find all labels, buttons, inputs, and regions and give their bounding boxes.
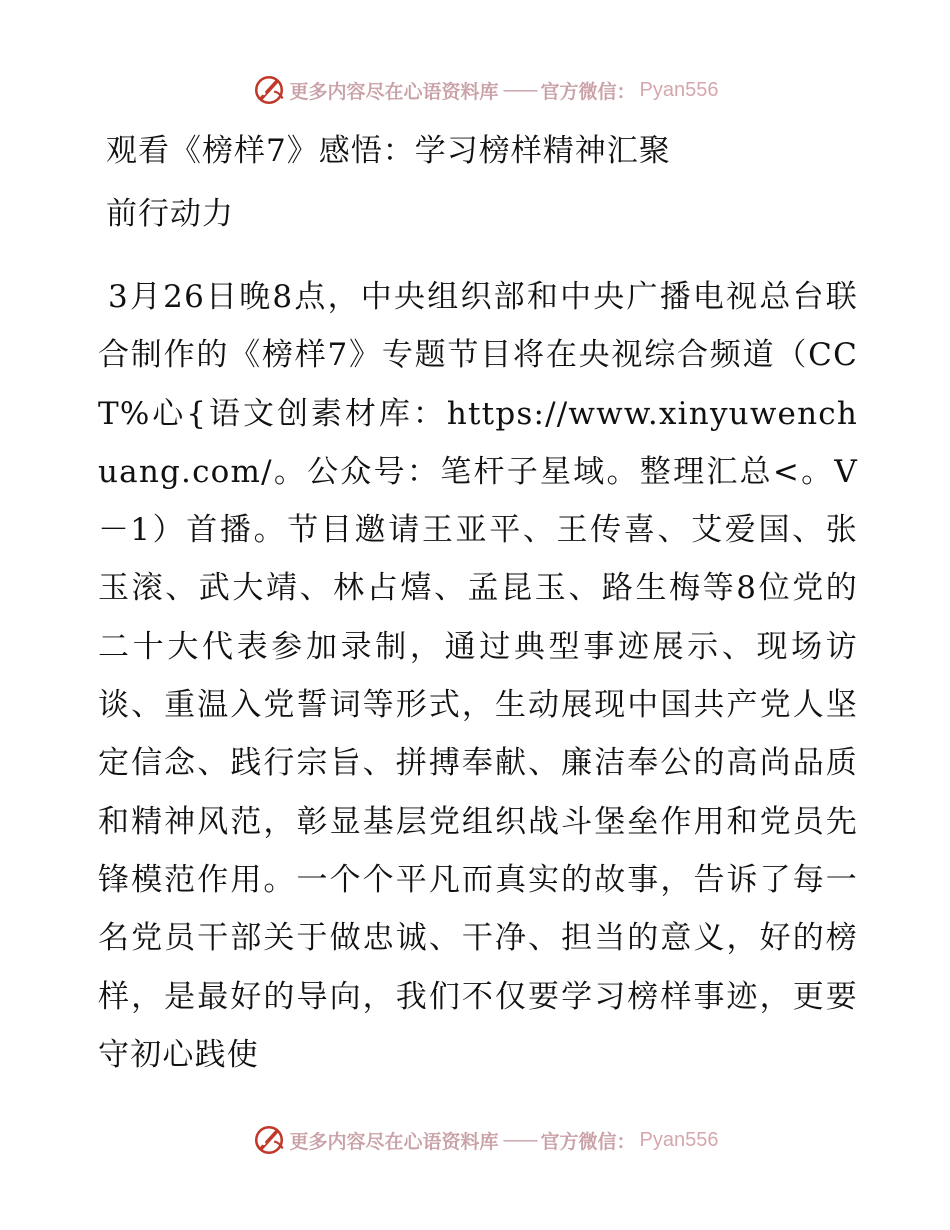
banner-wechat-id: Pyan556	[639, 1128, 719, 1151]
banner-dash: ——	[502, 79, 537, 101]
banner-wechat-label: 官方微信：	[540, 80, 636, 103]
banner-dash: ——	[502, 1129, 537, 1151]
quill-logo-icon	[252, 1123, 286, 1157]
title-line-1: 观看《榜样7》感悟：学习榜样精神汇聚	[106, 133, 671, 169]
footer-banner-content	[252, 1123, 719, 1157]
quill-logo-icon	[252, 73, 286, 107]
header-banner-content	[252, 73, 719, 107]
document-title	[106, 120, 866, 246]
body-paragraph: 3月26日晚8点，中央组织部和中央广播电视总台联合制作的《榜样7》专题节目将在央视综合频道（CCT%心{语文创素材库：https://www.xinyuwenchuang.com/。公众号：笔杆子星域。整理汇总<。V－1）首播。节目邀请王亚平、王传喜、艾爱国、张玉滚、武大靖、林占熺、孟昆玉、路生梅等8位党的二十大代表参加录制，通过典型事迹展示、现场访谈、重温入党誓词等形式，生动展现中国共产党人坚定信念、践行宗旨、拼搏奉献、廉洁奉公的高尚品质和精神风范，彰显基层党组织战斗堡垒作用和党员先锋模范作用。一个个平凡而真实的故事，告诉了每一名党员干部关于做忠诚、干净、担当的意义，好的榜样，是最好的导向，我们不仅要学习榜样事迹，更要守初心践使	[98, 279, 858, 1073]
footer-banner	[0, 1120, 950, 1160]
header-banner	[0, 70, 950, 110]
banner-slogan: 更多内容尽在心语资料库	[289, 80, 499, 103]
title-line-2: 前行动力	[106, 196, 234, 232]
banner-wechat-label: 官方微信：	[540, 1130, 636, 1153]
banner-wechat-id: Pyan556	[639, 78, 719, 101]
banner-slogan: 更多内容尽在心语资料库	[289, 1130, 499, 1153]
